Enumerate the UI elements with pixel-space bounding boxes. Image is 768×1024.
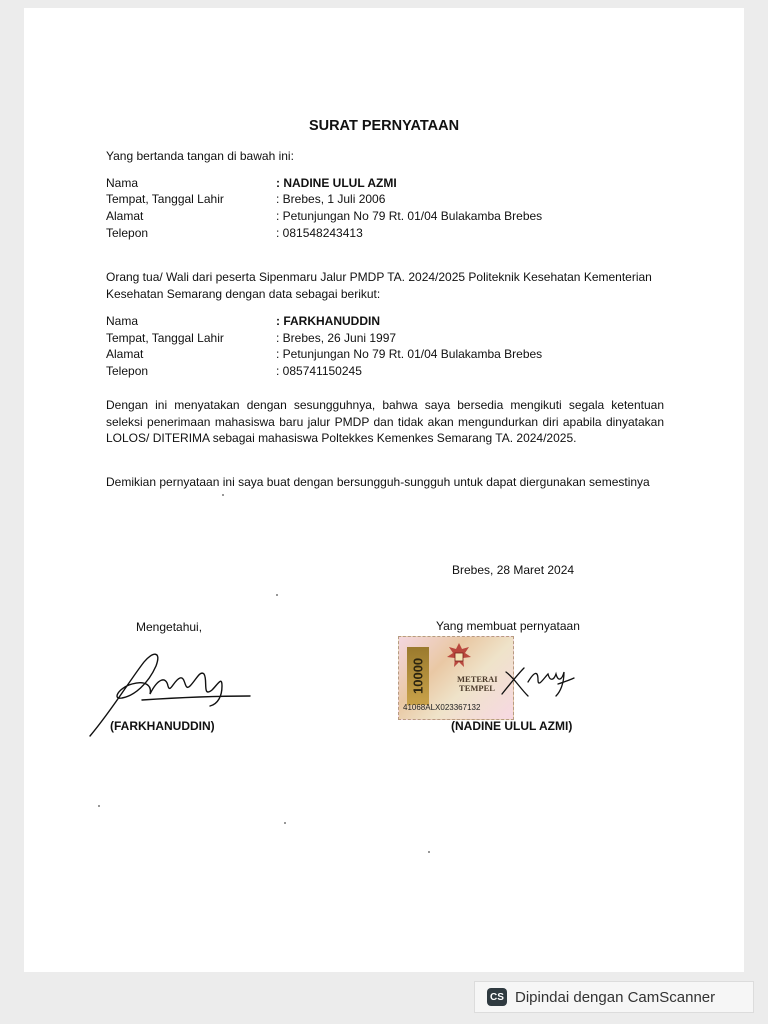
meterai-stamp: [398, 636, 514, 720]
candidate-row-phone: [106, 364, 666, 381]
scan-speck: [284, 822, 286, 824]
stamp-serial: 41068ALX023367132: [403, 703, 481, 712]
field-label: Alamat: [106, 347, 144, 361]
scan-speck: [222, 494, 224, 496]
document-title: SURAT PERNYATAAN: [308, 118, 460, 134]
closing-paragraph: Demikian pernyataan ini saya buat dengan bersungguh-sungguh untuk dapat diergunakan semestinya: [106, 475, 650, 489]
field-value: : Petunjungan No 79 Rt. 01/04 Bulakamba Brebes: [276, 209, 543, 223]
field-label: Nama: [106, 176, 139, 190]
scan-speck: [98, 805, 100, 807]
document-page: [24, 8, 744, 972]
field-value: : Brebes, 26 Juni 1997: [276, 331, 397, 345]
field-value: : FARKHANUDDIN: [276, 314, 380, 328]
maker-caption: Yang membuat pernyataan: [436, 619, 580, 633]
signer-row-birth: [106, 192, 666, 209]
field-label: Telepon: [106, 364, 149, 378]
scan-speck: [276, 594, 278, 596]
place-date: Brebes, 28 Maret 2024: [452, 563, 575, 577]
field-label: Telepon: [106, 226, 149, 240]
field-value: : Brebes, 1 Juli 2006: [276, 192, 386, 206]
field-value: : 085741150245: [276, 364, 362, 378]
field-value: : NADINE ULUL AZMI: [276, 176, 397, 190]
intro-text: Yang bertanda tangan di bawah ini:: [106, 149, 294, 163]
acknowledged-caption: Mengetahui,: [136, 620, 203, 634]
garuda-emblem-icon: [445, 641, 473, 671]
field-value: : 081548243413: [276, 226, 363, 240]
handwritten-signature-right: [498, 658, 578, 702]
statement-paragraph: Dengan ini menyatakan dengan sesungguhnya, bahwa saya bersedia mengikuti segala ketentuan seleksi penerimaan mahasiswa baru jalur PMDP dan tidak akan mengundurkan diri apabila dinyatakan LOLOS/ DITERIMA sebagai mahasiswa Poltekkes Kemenkes Semarang TA. 2024/2025.: [106, 398, 664, 445]
signer-row-name: [106, 176, 666, 193]
scan-speck: [428, 851, 430, 853]
field-label: Nama: [106, 314, 139, 328]
field-value: : Petunjungan No 79 Rt. 01/04 Bulakamba Brebes: [276, 347, 543, 361]
left-signatory-name: (FARKHANUDDIN): [110, 719, 215, 733]
signer-row-address: [106, 209, 666, 226]
watermark-text: Dipindai dengan CamScanner: [515, 988, 716, 1006]
candidate-row-name: [106, 314, 666, 331]
right-signatory-name: (NADINE ULUL AZMI): [451, 719, 573, 733]
field-label: Tempat, Tanggal Lahir: [106, 192, 224, 206]
stamp-label: METERAI TEMPEL: [457, 674, 498, 693]
field-label: Tempat, Tanggal Lahir: [106, 331, 224, 345]
camscanner-logo-icon: CS: [487, 988, 507, 1006]
candidate-row-address: [106, 347, 666, 364]
stamp-nominal: 10000: [407, 647, 429, 705]
parent-intro-paragraph: Orang tua/ Wali dari peserta Sipenmaru Jalur PMDP TA. 2024/2025 Politeknik Kesehatan Kementerian Kesehatan Semarang dengan data sebagai berikut:: [106, 270, 652, 301]
signer-row-phone: [106, 226, 666, 243]
camscanner-watermark: [474, 981, 754, 1013]
candidate-row-birth: [106, 331, 666, 348]
field-label: Alamat: [106, 209, 144, 223]
